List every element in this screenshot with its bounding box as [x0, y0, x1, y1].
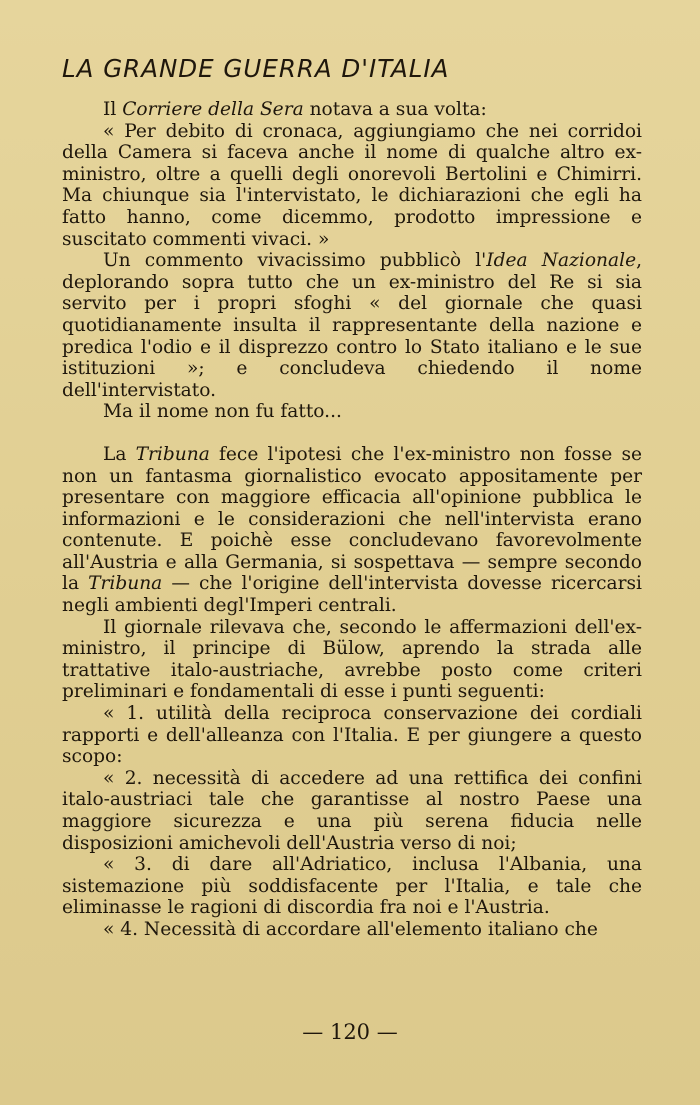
text-run: notava a sua volta:: [303, 99, 487, 120]
paragraph: [62, 617, 642, 703]
text-run: fece l'ipotesi che l'ex-ministro non fosse se non un fantasma giornalistico evocato appositamente per presentare con maggiore efficacia all'opinione pubblica le informazioni e le considerazioni che nell'intervista erano contenute. E poichè esse concludevano favorevolmente all'Austria e alla Germania, si sospettava — sempre secondo la: [62, 443, 642, 595]
text-run: « Per debito di cronaca, aggiungiamo che nei corridoi della Camera si faceva anche il nome di qualche altro ex-ministro, oltre a quelli degli onorevoli Bertolini e Chimirri. Ma chiunque sia l'intervistato, le dichiarazioni che egli ha fatto hanno, come dicemmo, prodotto impressione e suscitato commenti vivaci. »: [62, 120, 642, 250]
text-run: « 4. Necessità di accordare all'elemento italiano che: [103, 918, 598, 940]
paragraph: [62, 250, 642, 401]
text-run: « 2. necessità di accedere ad una rettifica dei confini italo-austriaci tale che garantisse al nostro Paese una maggiore sicurezza e una più serena fiducia nelle disposizioni amichevoli dell'Austria verso di noi;: [62, 767, 642, 854]
text-run: Il: [103, 99, 123, 120]
text-run: La: [103, 443, 136, 465]
italic-title: Tribuna: [135, 443, 210, 465]
text-run: « 1. utilità della reciproca conservazione dei cordiali rapporti e dell'alleanza con l'Italia. E per giungere a questo scopo:: [62, 703, 642, 768]
running-header: LA GRANDE GUERRA D'ITALIA: [62, 54, 450, 83]
paragraph: [62, 121, 642, 251]
paragraph: [62, 99, 642, 121]
paragraph: [62, 919, 642, 941]
text-run: « 3. di dare all'Adriatico, inclusa l'Albania, una sistemazione più soddisfacente per l'Italia, e tale che eliminasse le ragioni di discordia fra noi e l'Austria.: [62, 854, 642, 919]
italic-title: Corriere della Sera: [122, 99, 304, 120]
paragraph: [62, 401, 642, 423]
paragraph: [62, 444, 642, 617]
text-run: — che l'origine dell'intervista dovesse ricercarsi negli ambienti degl'Imperi centrali.: [62, 573, 642, 617]
italic-title: Tribuna: [88, 573, 163, 595]
text-run: Un commento vivacissimo pubblicò l': [103, 250, 487, 272]
text-run: Il giornale rilevava che, secondo le affermazioni dell'ex-ministro, il principe di Bülow, aprendo la strada alle trattative italo-austriache, avrebbe posto come criteri preliminari e fondamentali di esse i punti seguenti:: [62, 616, 642, 703]
paragraph: [62, 768, 642, 854]
body-text: [62, 99, 642, 941]
paragraph: [62, 703, 642, 768]
italic-title: Idea Nazionale: [486, 250, 637, 272]
text-run: Ma il nome non fu fatto...: [103, 401, 342, 423]
paragraph: [62, 854, 642, 919]
text-run: , deplorando sopra tutto che un ex-ministro del Re si sia servito per i propri sfoghi « del giornale che quasi quotidianamente insulta il rappresentante della nazione e predica l'odio e il disprezzo contro lo Stato italiano e le sue istituzioni »; e concludeva chiedendo il nome dell'intervistato.: [62, 250, 642, 401]
page-number: — 120 —: [302, 1020, 398, 1044]
